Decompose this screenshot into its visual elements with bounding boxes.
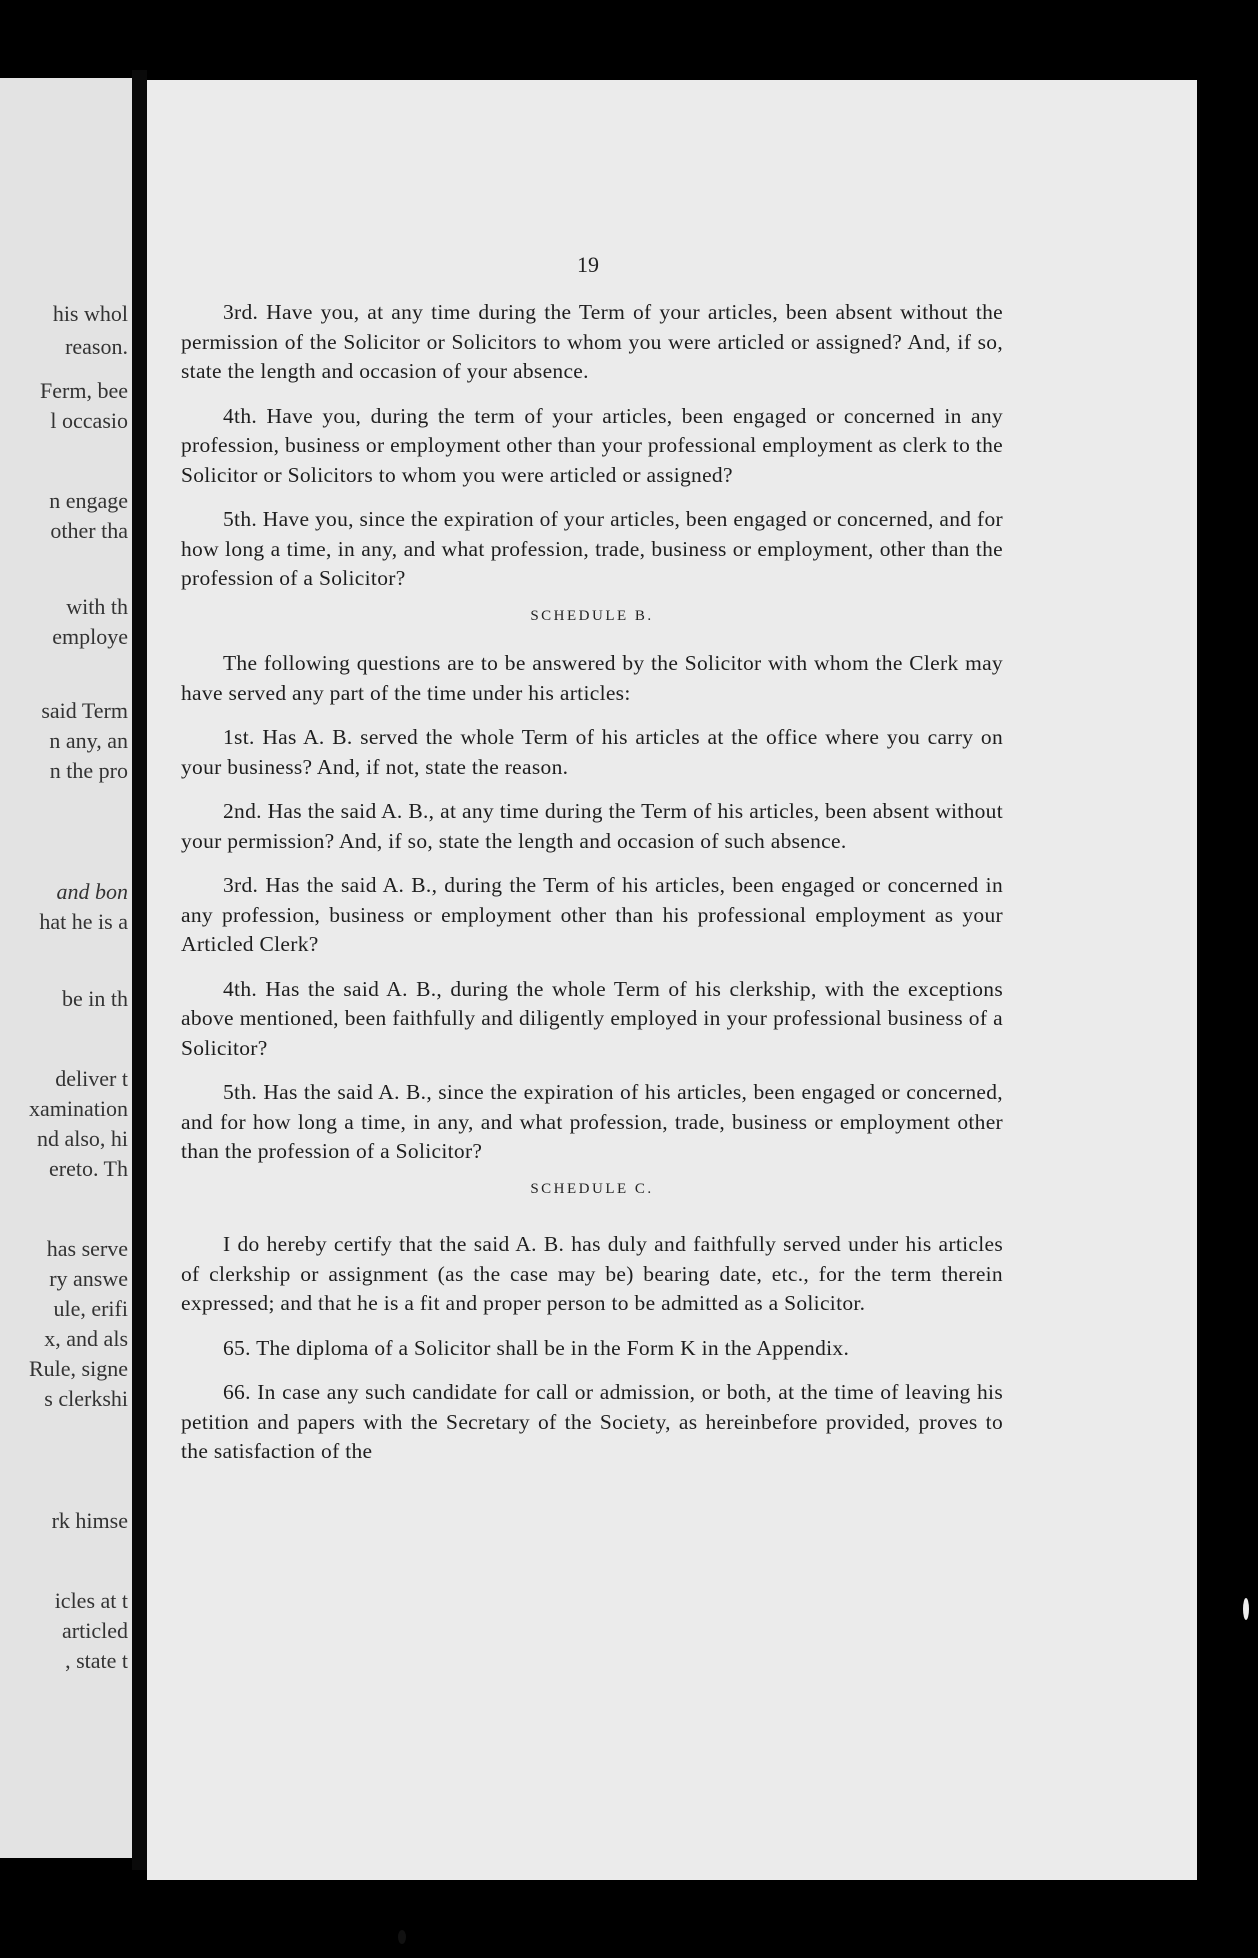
question-text: Have you, since the expiration of your articles, been engaged or concerned, and for how long a time, in any, and what profession, trade, business or employment, other than the profession of a Solicitor? [181,507,1003,590]
section-text: The diploma of a Solicitor shall be in the Form K in the Appendix. [256,1335,850,1360]
question-label: 3rd. [223,873,259,897]
left-fragment: his whol [52,301,128,326]
left-fragment: employe [52,624,128,649]
question-label: 3rd. [223,300,259,324]
left-fragment: s clerkshi [44,1386,128,1411]
section-number: 65. [223,1335,251,1360]
schedule-b-intro: The following questions are to be answered by the Solicitor with whom the Clerk may have served any part of the time under his articles: [181,651,1003,705]
left-fragment: hat he is a [39,909,128,934]
book-gutter [132,70,147,1870]
left-fragment: l occasio [50,408,128,433]
scan-speck [1243,1598,1249,1620]
schedule-c-certificate: I do hereby certify that the said A. B. has duly and faithfully served under his articles of clerkship or assignment (as the case may be) bearing date, etc., for the term therein expressed; and that he is a fit and proper person to be admitted as a Solicitor. [181,1232,1003,1315]
left-fragment: , state t [65,1648,128,1673]
section-paragraph [181,1378,1003,1467]
schedule-b-question [181,871,1003,960]
question-label: 2nd. [223,799,262,823]
left-fragment: Ferm, bee [40,378,128,403]
left-fragment: reason. [65,334,128,359]
question-label: 5th. [223,1080,258,1104]
question-paragraph [181,298,1003,387]
left-fragment: xamination [29,1096,128,1121]
question-label: 1st. [223,725,255,749]
schedule-c-heading: SCHEDULE C. [530,1180,654,1197]
schedule-b-question [181,1078,1003,1167]
left-fragment: ule, erifi [53,1296,128,1321]
question-label: 4th. [223,403,258,428]
left-fragment: has serve [46,1236,128,1261]
question-paragraph [181,505,1003,594]
left-fragment: with th [66,594,128,619]
left-fragment: rk himse [51,1508,128,1533]
schedule-b-question [181,975,1003,1064]
left-fragment: icles at t [54,1588,128,1613]
left-fragment: Rule, signe [29,1356,128,1381]
left-fragment: be in th [62,986,128,1011]
question-text: Has A. B. served the whole Term of his articles at the office where you carry on your business? And, if not, state the reason. [181,725,1003,779]
left-fragment: ry answe [49,1266,128,1291]
question-label: 4th. [223,976,258,1001]
left-fragment: n any, an [49,728,128,753]
schedule-b-question [181,723,1003,782]
left-fragment: deliver t [55,1066,128,1091]
section-text: In case any such candidate for call or admission, or both, at the time of leaving his petition and papers with the Secretary of the Society, as hereinbefore provided, proves to the satisfaction of the [181,1380,1003,1463]
schedule-b-heading: SCHEDULE B. [530,607,654,624]
question-text: Have you, at any time during the Term of your articles, been absent without the permission of the Solicitor or Solicitors to whom you were articled or assigned? And, if so, state the length and occasion of your absence. [181,300,1003,383]
left-fragment: said Term [41,698,128,723]
page-number: 19 [577,252,599,277]
schedule-b-question [181,797,1003,856]
question-text: Has the said A. B., during the whole Term of his clerkship, with the exceptions above mentioned, been faithfully and diligently employed in your professional business of a Solicitor? [181,976,1003,1060]
left-fragment: ereto. Th [48,1156,128,1181]
left-fragment: n engage [49,488,128,513]
left-fragment: nd also, hi [36,1126,128,1151]
question-text: Has the said A. B., during the Term of his articles, been engaged or concerned in any profession, business or employment other than his professional employment as your Articled Clerk? [181,873,1003,956]
left-fragment: n the pro [49,758,128,783]
left-fragment: other tha [50,518,128,543]
left-fragment: x, and als [44,1326,128,1351]
section-paragraph [181,1334,1003,1364]
question-label: 5th. [223,507,258,531]
question-text: Has the said A. B., since the expiration of his articles, been engaged or concerned, and for how long a time, in any, and what profession, trade, business or employment other than the profession of a Solicitor? [181,1080,1003,1163]
document-page [147,80,1197,1880]
left-facing-page [0,78,132,1858]
scan-speck [398,1930,406,1944]
question-text: Has the said A. B., at any time during the Term of his articles, been absent without your permission? And, if so, state the length and occasion of such absence. [181,799,1003,853]
section-number: 66. [223,1380,251,1404]
left-fragment: articled [62,1618,128,1643]
left-fragment: and bon [56,879,128,904]
question-paragraph [181,402,1003,491]
question-text: Have you, during the term of your articles, been engaged or concerned in any profession, business or employment other than your professional employment as clerk to the Solicitor or Solicitors to whom you were articled or assigned? [181,403,1003,487]
page-body [181,298,1003,1482]
